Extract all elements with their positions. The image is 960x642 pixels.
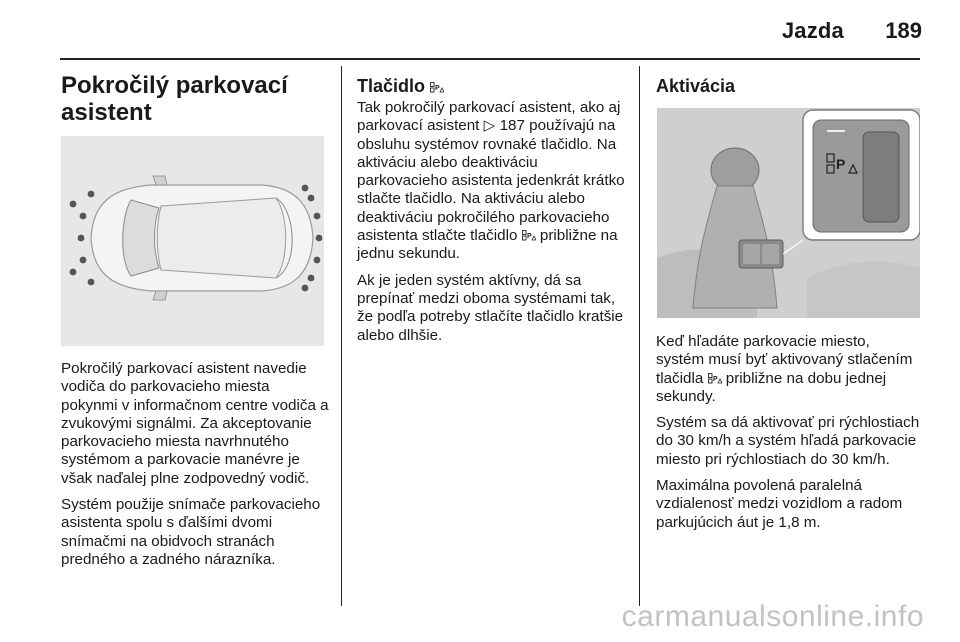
activation-paragraph-part2: približne na dobu jednej sekundy. xyxy=(656,369,887,405)
parking-assist-icon xyxy=(430,82,444,93)
watermark: carmanualsonline.info xyxy=(621,600,924,633)
activation-paragraph xyxy=(656,333,922,406)
button-paragraph-part2: používajú na obsluhu systémov rovnaké tlačidlo. Na aktiváciu alebo deaktiváciu parkovacieho asistenta jedenkrát krátko stlačte tlačidlo. Na aktiváciu alebo deaktiváciu pokročilého parkovacieho asistenta stlačte tlačidlo xyxy=(357,117,625,245)
svg-text:P: P xyxy=(712,375,718,383)
page-ref-icon: ▷ xyxy=(483,117,496,135)
column-3-text xyxy=(656,333,922,540)
intro-paragraph: Pokročilý parkovací asistent navedie vodiča do parkovacieho miesta pokynmi v informačnom centre vodiča a zvukovými signálmi. Za akceptovanie parkovacieho miesta navrhnutého systémom a parkovacie manévre je však naďalej plne zodpovedný vodič. xyxy=(61,360,329,487)
column-divider xyxy=(639,66,640,606)
section-title-line2: asistent xyxy=(61,99,152,126)
sensors-paragraph: Systém použije snímače parkovacieho asistenta spolu s ďalšími dvomi snímačmi na obidvoch stranách predného a zadného nárazníka. xyxy=(61,496,321,568)
svg-text:P: P xyxy=(526,233,532,241)
section-title xyxy=(61,72,331,126)
button-paragraph-part3: približne na jednu sekundu. xyxy=(357,227,618,263)
button-paragraph-part1: Tak pokročilý parkovací asistent, ako aj parkovací asistent xyxy=(357,99,621,135)
activation-heading: Aktivácia xyxy=(656,76,736,96)
parking-assist-icon xyxy=(708,373,722,384)
activation-paragraph-part1: Keď hľadáte parkovacie miesto, systém musí byť aktivovaný stlačením tlačidla xyxy=(656,333,913,387)
page-ref-number: 187 xyxy=(499,117,525,135)
center-console-icon xyxy=(657,108,920,318)
switch-paragraph: Ak je jeden systém aktívny, dá sa prepínať medzi oboma systémami tak, že podľa potreby stlačíte tlačidlo kratšie alebo dlhšie. xyxy=(357,271,624,344)
header-rule xyxy=(60,58,920,60)
car-sensors-illustration xyxy=(61,136,324,346)
chapter-title: Jazda xyxy=(781,18,844,43)
svg-text:P: P xyxy=(435,85,440,92)
button-heading-label: Tlačidlo xyxy=(357,76,426,96)
car-top-view-icon xyxy=(61,136,324,346)
section-title-line1: Pokročilý parkovací xyxy=(61,72,288,99)
column-3-heading-wrap xyxy=(656,75,922,99)
column-1-text xyxy=(61,360,329,577)
column-2-text xyxy=(357,75,629,353)
button-paragraph xyxy=(357,99,629,264)
parking-assist-icon xyxy=(522,230,536,241)
console-button-photo xyxy=(657,108,920,318)
distance-paragraph: Maximálna povolená paralelná vzdialenosť medzi vozidlom a radom parkujúcich áut je 1,8 m. xyxy=(656,477,903,531)
button-heading xyxy=(357,75,629,97)
svg-text:P: P xyxy=(836,156,846,172)
column-divider xyxy=(341,66,342,606)
page-number: 189 xyxy=(885,18,922,43)
speed-paragraph: Systém sa dá aktivovať pri rýchlostiach do 30 km/h a systém hľadá parkovacie miesto pri rýchlostiach do 30 km/h. xyxy=(656,414,920,468)
